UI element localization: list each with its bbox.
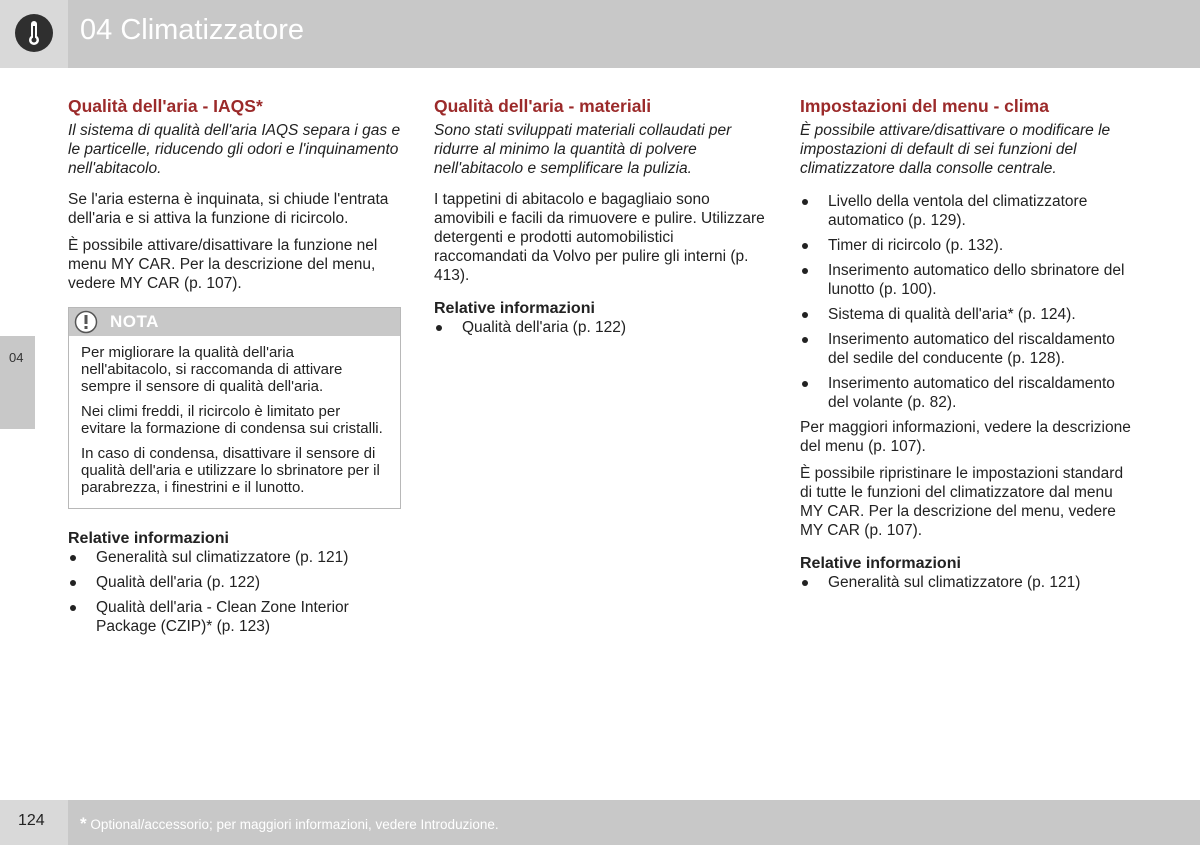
- thermometer-icon: [15, 14, 53, 52]
- column-iaqs: [68, 96, 401, 642]
- bullet-icon: [802, 268, 808, 274]
- bullet-icon: [70, 555, 76, 561]
- settings-item: Timer di ricircolo (p. 132).: [800, 236, 1133, 255]
- column-materials: [434, 96, 767, 343]
- column-menu-settings: [800, 96, 1133, 598]
- bullet-icon: [436, 325, 442, 331]
- bullet-icon: [802, 312, 808, 318]
- section-title: Qualità dell'aria - materiali: [434, 96, 652, 116]
- note-body: [69, 336, 400, 508]
- settings-item: Inserimento automatico dello sbrinatore del lunotto (p. 100).: [800, 261, 1133, 299]
- chapter-icon-box: [0, 0, 68, 68]
- related-link[interactable]: Qualità dell'aria (p. 122): [68, 573, 401, 592]
- body-paragraph: È possibile attivare/disattivare la funzione nel menu MY CAR. Per la descrizione del menu, vedere MY CAR (p. 107).: [68, 237, 378, 292]
- page-number: 124: [18, 812, 45, 829]
- note-paragraph: Per migliorare la qualità dell'aria nell'abitacolo, si raccomanda di attivare sempre il sensore di qualità dell'aria.: [81, 344, 343, 395]
- bullet-icon: [802, 580, 808, 586]
- bullet-icon: [70, 605, 76, 611]
- bullet-icon: [802, 199, 808, 205]
- bullet-icon: [802, 337, 808, 343]
- chapter-title: 04 Climatizzatore: [80, 14, 305, 46]
- note-title: NOTA: [110, 312, 159, 331]
- related-list: [434, 318, 767, 337]
- settings-item: Inserimento automatico del riscaldamento del sedile del conducente (p. 128).: [800, 330, 1133, 368]
- note-box: [68, 307, 401, 509]
- note-paragraph: Nei climi freddi, il ricircolo è limitato per evitare la formazione di condensa sui cristalli.: [81, 403, 383, 437]
- related-list: [68, 548, 401, 636]
- related-link[interactable]: Qualità dell'aria (p. 122): [434, 318, 767, 337]
- section-intro: Sono stati sviluppati materiali collaudati per ridurre al minimo la quantità di polvere nell'abitacolo e semplificare la pulizia.: [434, 122, 732, 177]
- note-header: [69, 308, 400, 336]
- section-title: Impostazioni del menu - clima: [800, 96, 1049, 116]
- bullet-icon: [70, 580, 76, 586]
- info-icon: [74, 310, 98, 334]
- bullet-icon: [802, 243, 808, 249]
- bullet-icon: [802, 381, 808, 387]
- related-link[interactable]: Qualità dell'aria - Clean Zone Interior Package (CZIP)* (p. 123): [68, 598, 401, 636]
- related-title: Relative informazioni: [68, 530, 229, 547]
- body-paragraph: Per maggiori informazioni, vedere la descrizione del menu (p. 107).: [800, 419, 1131, 455]
- body-paragraph: Se l'aria esterna è inquinata, si chiude l'entrata dell'aria e si attiva la funzione di ricircolo.: [68, 191, 389, 227]
- footnote-star: *: [80, 814, 87, 833]
- note-paragraph: In caso di condensa, disattivare il sensore di qualità dell'aria e utilizzare lo sbrinatore per il parabrezza, i finestrini e il lunotto.: [81, 445, 380, 496]
- section-intro: Il sistema di qualità dell'aria IAQS separa i gas e le particelle, riducendo gli odori e l'inquinamento nell'abitacolo.: [68, 122, 401, 177]
- settings-item: Livello della ventola del climatizzatore automatico (p. 129).: [800, 192, 1133, 230]
- chapter-side-tab: [0, 336, 35, 429]
- footnote-text: Optional/accessorio; per maggiori informazioni, vedere Introduzione.: [90, 817, 499, 832]
- related-link[interactable]: Generalità sul climatizzatore (p. 121): [800, 573, 1133, 592]
- body-paragraph: I tappetini di abitacolo e bagagliaio sono amovibili e facili da rimuovere e pulire. Utilizzare detergenti e prodotti automobilistici raccomandati da Volvo per pulire gli interni (p. 413).: [434, 191, 765, 284]
- side-tab-label: 04: [9, 350, 24, 365]
- settings-list: [800, 192, 1133, 412]
- related-list: [800, 573, 1133, 592]
- section-title: Qualità dell'aria - IAQS*: [68, 96, 263, 116]
- body-paragraph: È possibile ripristinare le impostazioni standard di tutte le funzioni del climatizzatore dal menu MY CAR. Per la descrizione del menu, vedere MY CAR (p. 107).: [800, 465, 1124, 539]
- related-title: Relative informazioni: [800, 555, 961, 572]
- footnote: [80, 814, 499, 834]
- related-link[interactable]: Generalità sul climatizzatore (p. 121): [68, 548, 401, 567]
- section-intro: È possibile attivare/disattivare o modificare le impostazioni di default di sei funzioni del climatizzatore dalla consolle centrale.: [800, 122, 1111, 177]
- settings-item: Inserimento automatico del riscaldamento del volante (p. 82).: [800, 374, 1133, 412]
- related-title: Relative informazioni: [434, 300, 595, 317]
- settings-item: Sistema di qualità dell'aria* (p. 124).: [800, 305, 1133, 324]
